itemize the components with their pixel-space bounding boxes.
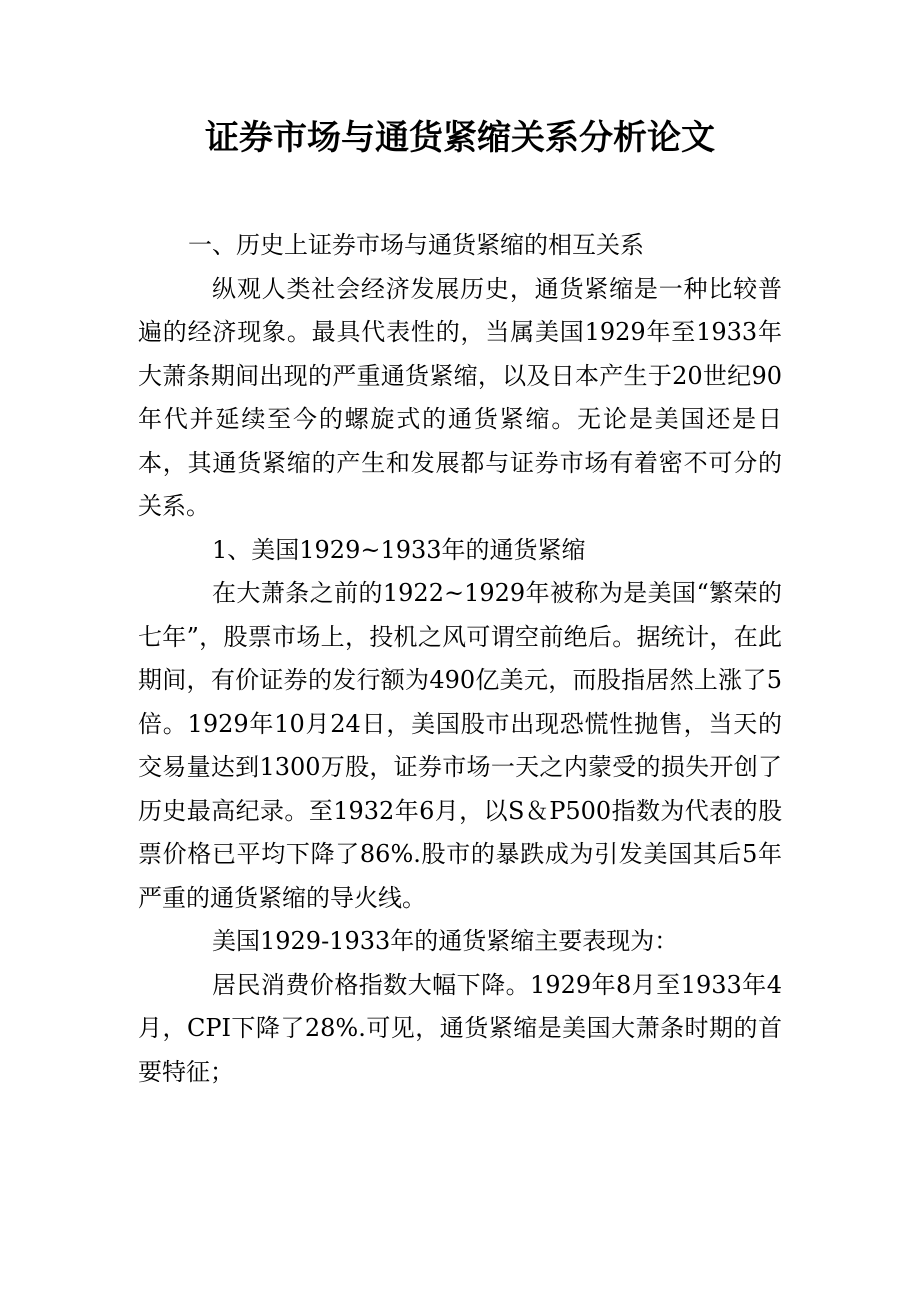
paragraph-stock-boom: 在大萧条之前的1922~1929年被称为是美国“繁荣的七年”，股票市场上，投机之风可谓空前绝后。据统计，在此期间，有价证券的发行额为490亿美元，而股指居然上涨了5倍。1929年10月24日，美国股市出现恐慌性抛售，当天的交易量达到1300万股，证券市场一天之内蒙受的损失开创了历史最高纪录。至1932年6月，以S＆P500指数为代表的股票价格已平均下降了86%.股市的暴跌成为引发美国其后5年严重的通货紧缩的导火线。 <box>138 579 782 912</box>
paragraph-overview: 纵观人类社会经济发展历史，通货紧缩是一种比较普遍的经济现象。最具代表性的，当属美国1929年至1933年大萧条期间出现的严重通货紧缩，以及日本产生于20世纪90年代并延续至今的螺旋式的通货紧缩。无论是美国还是日本，其通货紧缩的产生和发展都与证券市场有着密不可分的关系。 <box>138 274 782 520</box>
document-title: 证券市场与通货紧缩关系分析论文 <box>205 118 715 158</box>
paragraph-cpi: 居民消费价格指数大幅下降。1929年8月至1933年4月，CPI下降了28%.可见，通货紧缩是美国大萧条时期的首要特征； <box>138 970 782 1086</box>
paragraph-manifestations: 美国1929-1933年的通货紧缩主要表现为： <box>212 927 679 955</box>
subheading-us-deflation: 1、美国1929~1933年的通货紧缩 <box>212 535 586 564</box>
section-heading: 一、历史上证券市场与通货紧缩的相互关系 <box>188 231 644 259</box>
